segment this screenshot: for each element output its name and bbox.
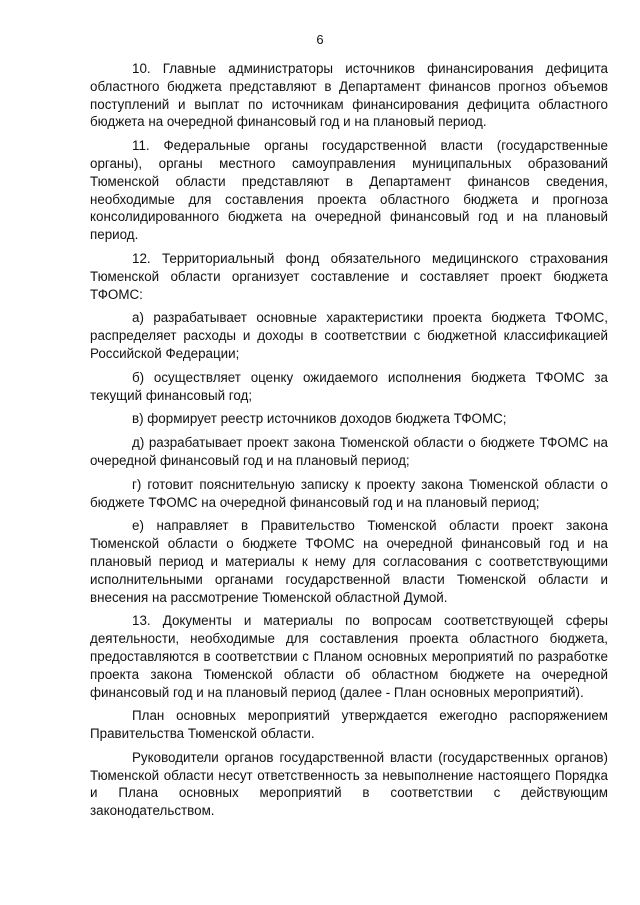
paragraph-12: 12. Территориальный фонд обязательного медицинского страхования Тюменской области организует составление и составляет проект бюджета ТФОМС: bbox=[90, 250, 608, 302]
list-item-d: д) разрабатывает проект закона Тюменской области о бюджете ТФОМС на очередной финансовый год и на плановый период; bbox=[90, 435, 608, 468]
document-body bbox=[90, 60, 608, 826]
paragraph-13: 13. Документы и материалы по вопросам соответствующей сферы деятельности, необходимые для составления проекта областного бюджета, предоставляются в соответствии с Планом основных мероприятий по разработке проекта закона Тюменской области об областном бюджете на очередной финансовый год и на плановый период (далее - План основных мероприятий). bbox=[90, 613, 608, 700]
list-item-e: е) направляет в Правительство Тюменской области проект закона Тюменской области о бюджете ТФОМС на очередной финансовый год и на плановый период и материалы к нему для согласования с соответствующими исполнительными органами государственной власти Тюменской области и внесения на рассмотрение Тюменской областной Думой. bbox=[90, 518, 608, 605]
paragraph-11: 11. Федеральные органы государственной власти (государственные органы), органы местного самоуправления муниципальных образований Тюменской области представляют в Департамент финансов сведения, необходимые для составления проекта областного бюджета и прогноза консолидированного бюджета на очередной финансовый год и на плановый период. bbox=[90, 138, 608, 243]
plan-approval-paragraph: План основных мероприятий утверждается ежегодно распоряжением Правительства Тюменской области. bbox=[90, 708, 608, 742]
list-item-b: б) осуществляет оценку ожидаемого исполнения бюджета ТФОМС за текущий финансовый год; bbox=[90, 369, 608, 403]
paragraph-10: 10. Главные администраторы источников финансирования дефицита областного бюджета представляют в Департамент финансов прогноз объемов поступлений и выплат по источникам финансирования дефицита областного бюджета на очередной финансовый год и на плановый период. bbox=[90, 61, 608, 130]
list-item-a: а) разрабатывает основные характеристики проекта бюджета ТФОМС, распределяет расходы и доходы в соответствии с бюджетной классификацией Российской Федерации; bbox=[90, 310, 608, 361]
list-item-v: в) формирует реестр источников доходов бюджета ТФОМС; bbox=[132, 411, 507, 427]
responsibility-paragraph: Руководители органов государственной власти (государственных органов) Тюменской области несут ответственность за невыполнение настоящего Порядка и Плана основных мероприятий в соответствии с действующим законодательством. bbox=[90, 749, 608, 819]
page-number: 6 bbox=[316, 32, 324, 47]
list-item-g: г) готовит пояснительную записку к проекту закона Тюменской области о бюджете ТФОМС на очередной финансовый год и на плановый период; bbox=[90, 476, 608, 510]
